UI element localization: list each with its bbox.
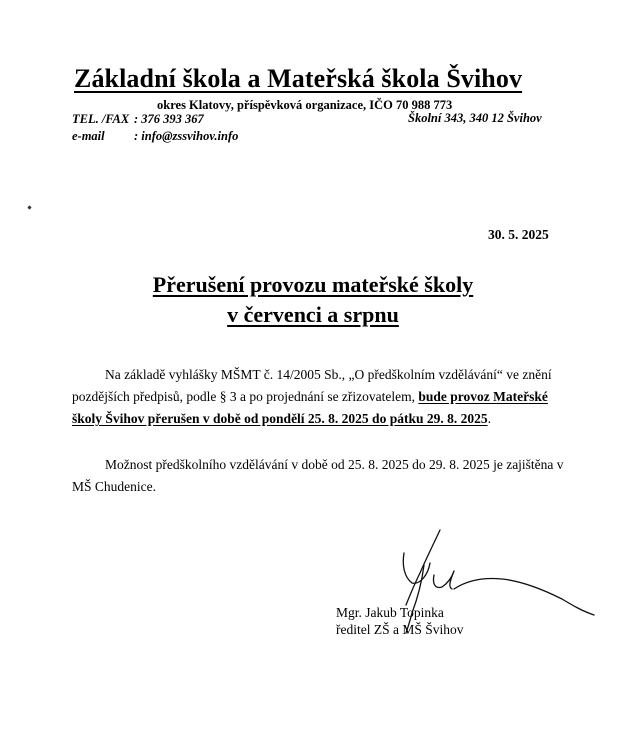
scan-speck xyxy=(27,205,31,209)
school-subline: okres Klatovy, příspěvková organizace, IČO 70 988 773 xyxy=(157,98,453,112)
phone-label: TEL. /FAX xyxy=(72,112,130,126)
title-line-1: Přerušení provozu mateřské školy xyxy=(152,272,474,297)
document-date: 30. 5. 2025 xyxy=(488,227,549,242)
paragraph-closure-end: . xyxy=(487,411,491,426)
closure-period-emphasis: bude provoz Mateřské školy Švihov přerušen v době od pondělí 25. 8. 2025 do pátku 29. 8. 2025 xyxy=(72,389,548,426)
paragraph-closure-text: Na základě vyhlášky MŠMT č. 14/2005 Sb., „O předškolním vzdělávání“ ve znění pozdějších předpisů, podle § 3 a po projednání se zřizovatelem, xyxy=(72,367,552,404)
school-address: Školní 343, 340 12 Švihov xyxy=(408,111,542,125)
title-line-2: v červenci a srpnu xyxy=(227,302,399,327)
signatory-role: ředitel ZŠ a MŠ Švihov xyxy=(336,622,464,637)
signatory-name: Mgr. Jakub Topinka xyxy=(336,605,444,620)
school-name: Základní škola a Mateřská škola Švihov xyxy=(74,64,523,93)
email-line xyxy=(72,128,238,145)
email-value: : info@zssvihov.info xyxy=(134,129,239,143)
paragraph-closure xyxy=(72,364,572,430)
phone-line xyxy=(72,111,238,128)
email-label: e-mail xyxy=(72,129,105,143)
contact-block xyxy=(72,111,238,145)
signatory xyxy=(336,604,464,638)
paragraph-alternative xyxy=(72,454,572,498)
paragraph-alternative-text: Možnost předškolního vzdělávání v době od 25. 8. 2025 do 29. 8. 2025 je zajištěna v MŠ Chudenice. xyxy=(72,457,564,494)
phone-value: : 376 393 367 xyxy=(134,112,204,126)
